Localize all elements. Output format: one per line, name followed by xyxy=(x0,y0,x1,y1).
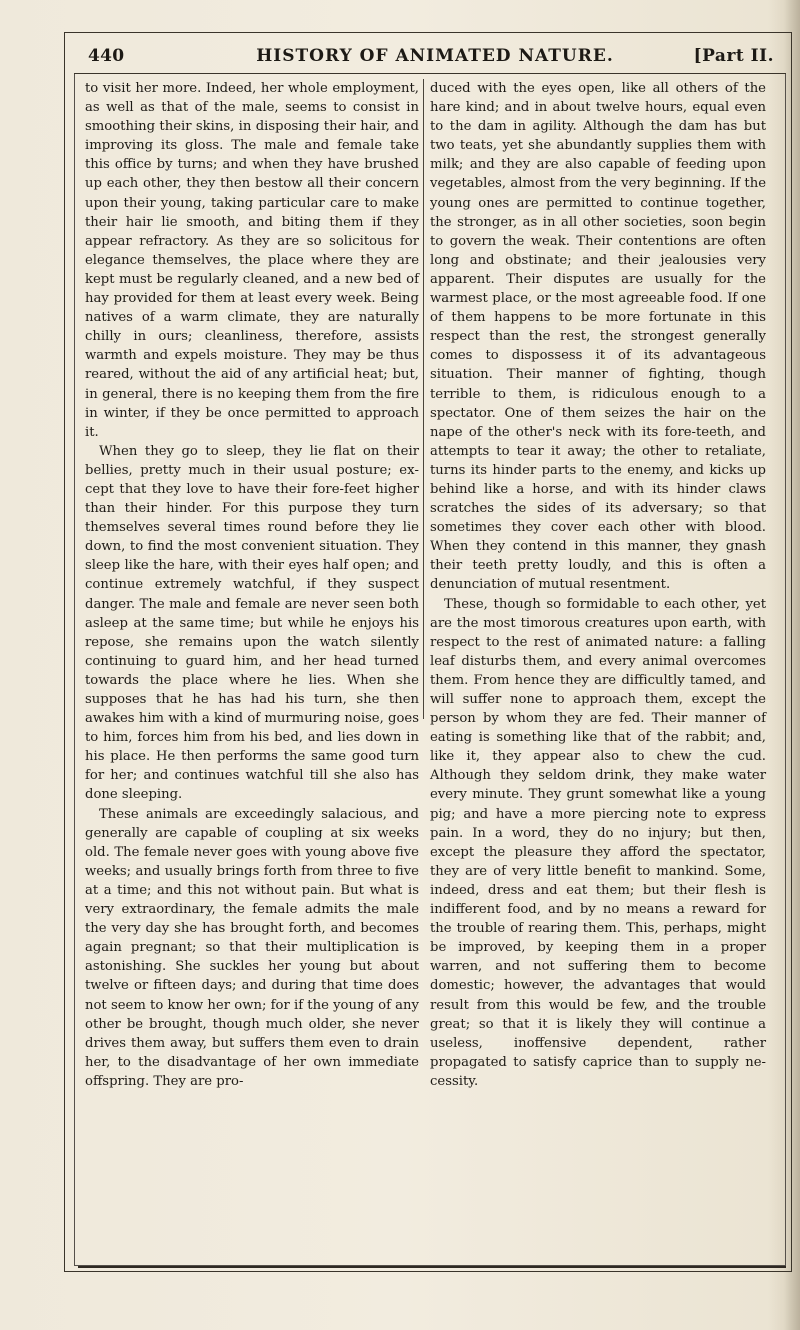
page-number: 440 xyxy=(88,46,125,66)
paragraph: to visit her more. Indeed, her whole employment, as well as that of the male, seems to consist in smoothing their skins, in disposing their hair, and improving its gloss. The male and female take this office by turns; and when they have brushed up each other, they then bestow all their concern upon their young, taking particular care to make their hair lie smooth, and biting them if they appear refractory. As they are so solicitous for elegance themselves, the place where they are kept must be regularly cleaned, and a new bed of hay provided for them at least every week. Being natives of a warm climate, they are naturally chilly in ours; cleanliness, therefore, assists warmth and expels moisture. They may be thus reared, without the aid of any artificial heat; but, in general, there is no keeping them from the fire in winter, if they be once permitted to approach it. xyxy=(85,81,419,440)
part-label: [Part II. xyxy=(693,46,774,66)
paragraph: duced with the eyes open, like all others of the hare kind; and in about twelve hours, equal even to the dam in agility. Although the dam has but two teats, yet she abundantly supplies them with milk; and they are also capable of feeding upon vegetables, almost from the very beginning. If the young ones are permitted to continue together, the stronger, as in all other societies, soon begin to govern the weak. Their contentions are often long and obstinate; and their jealousies very apparent. Their disputes are usually for the warmest place, or the most agreeable food. If one of them happens to be more fortunate in this respect than the rest, the strongest generally comes to dispossess it of its advantageous situation. Their manner of fighting, though terrible to them, is ridiculous enough to a spectator. One of them seizes the hair on the nape of the other's neck with its fore-teeth, and attempts to tear it away; the other to retaliate, turns its hinder parts to the enemy, and kicks up behind like a horse, and with its hinder claws scratches the sides of its adversary; so that sometimes they cover each other with blood. When they contend in this manner, they gnash their teeth pretty loudly, and this is often a denunciation of mutual resentment. xyxy=(430,81,766,593)
header-rule xyxy=(74,73,786,74)
paragraph: These animals are exceedingly salacious, and generally are capable of coupling at six weeks old. The female never goes with young above five weeks; and usually brings forth from three to five at a time; and this not without pain. But what is very extraordinary, the female admits the male the very day she has brought forth, and becomes again pregnant; so that their multiplication is astonishing. She suckles her young but about twelve or fifteen days; and during that time does not seem to know her own; for if the young of any other be brought, though much older, she never drives them away, but suffers them even to drain her, to the disadvantage of her own immediate offspring. They are pro- xyxy=(85,806,419,1089)
column-divider xyxy=(423,79,424,719)
left-text-column xyxy=(85,79,419,1091)
paragraph: These, though so formidable to each other, yet are the most timorous creatures upon earth, with respect to the rest of animated nature: a falling leaf disturbs them, and every animal overcomes them. From hence they are difficultly tamed, and will suffer none to approach them, except the person by whom they are fed. Their manner of eating is something like that of the rabbit; and, like it, they appear also to chew the cud. Although they seldom drink, they make water every minute. They grunt somewhat like a young pig; and have a more piercing note to express pain. In a word, they do no injury; but then, except the pleasure they afford the spectator, they are of very little benefit to mankind. Some, indeed, dress and eat them; but their flesh is indifferent food, and by no means a reward for the trouble of rearing them. This, perhaps, might be improved, by keeping them in a proper warren, and not suffering them to become domestic; however, the advantages that would result from this would be few, and the trouble great; so that it is likely they will continue a useless, inoffensive dependent, rather propagated to satisfy caprice than to supply necessity. xyxy=(430,596,766,1089)
right-text-column xyxy=(430,79,766,1091)
page-header xyxy=(84,43,786,73)
paragraph: When they go to sleep, they lie flat on their bellies, pretty much in their usual posture; except that they love to have their fore-feet higher than their hinder. For this purpose they turn themselves several times round before they lie down, to find the most convenient situation. They sleep like the hare, with their eyes half open; and continue extremely watchful, if they suspect danger. The male and female are never seen both asleep at the same time; but while he enjoys his repose, she remains upon the watch silently continuing to guard him, and her head turned towards the place where he lies. When she supposes that he has had his turn, she then awakes him with a kind of murmuring noise, goes to him, forces him from his bed, and lies down in his place. He then performs the same good turn for her; and continues watchful till she also has done sleeping. xyxy=(85,443,419,803)
running-title: HISTORY OF ANIMATED NATURE. xyxy=(256,46,614,66)
bottom-rule xyxy=(78,1266,786,1268)
